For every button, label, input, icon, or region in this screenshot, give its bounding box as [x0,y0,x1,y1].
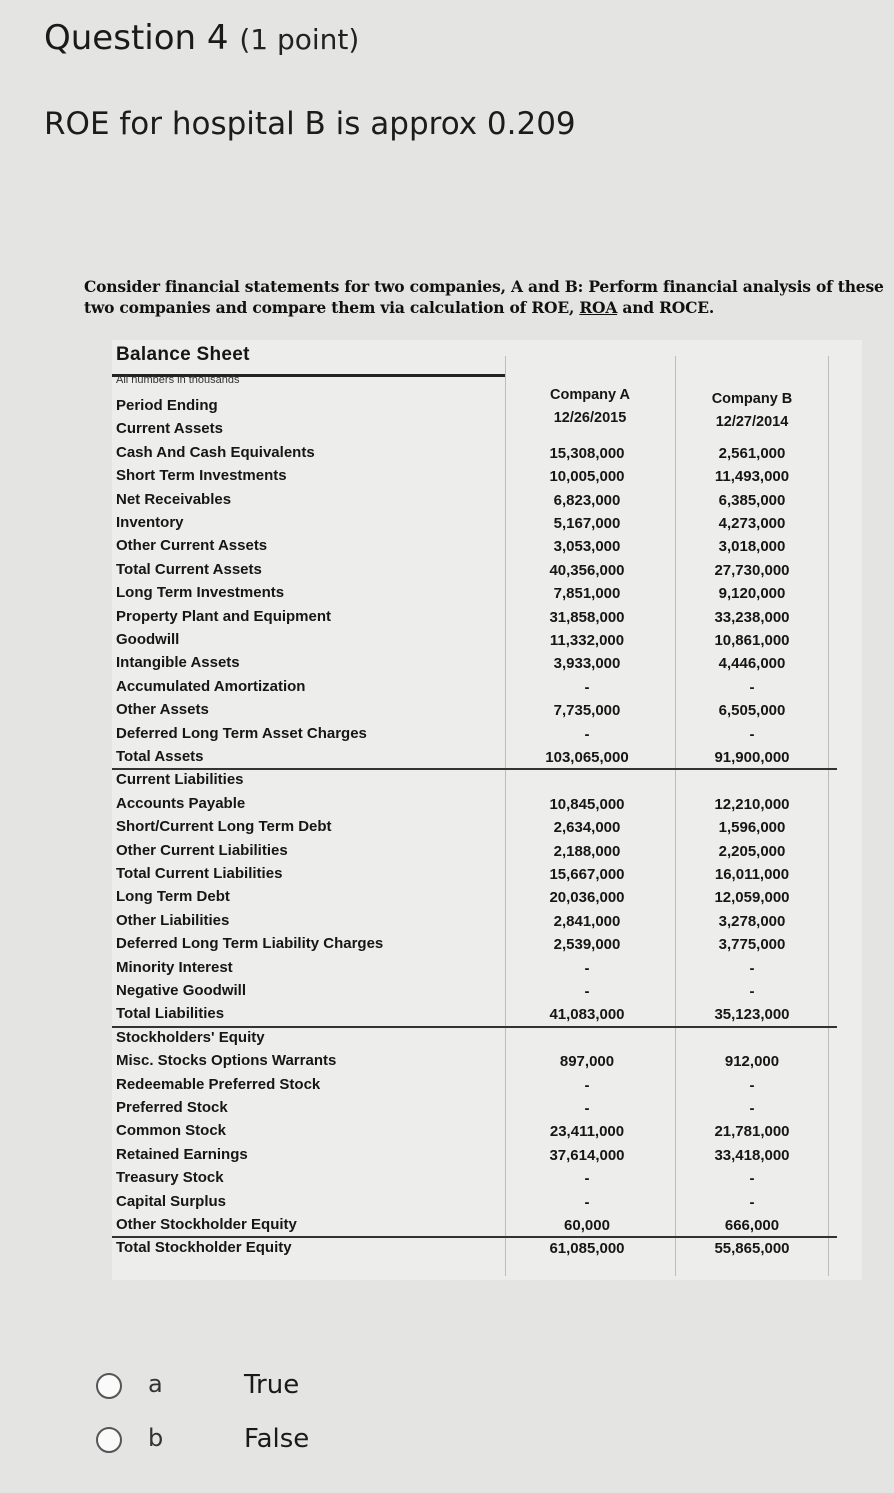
table-row [112,933,860,956]
row-label: Total Liabilities [116,1005,225,1023]
option-label: True [244,1370,300,1400]
row-label: Short Term Investments [116,467,287,485]
company-a-value: 6,823,000 [553,491,621,509]
table-row [112,1214,860,1237]
company-a-value: 60,000 [564,1217,610,1234]
company-a-value: 40,356,000 [549,561,625,579]
balance-sheet-title: Balance Sheet [116,344,250,365]
company-a-value: 3,053,000 [553,538,621,556]
company-b-value: 3,018,000 [718,538,786,556]
table-row [112,863,860,886]
row-label: Accounts Payable [116,794,246,812]
table-row [112,559,860,582]
company-a-value: - [584,1100,590,1117]
company-b-value: 666,000 [724,1217,780,1234]
company-a-value: 10,845,000 [549,795,625,813]
company-b-date: 12/27/2014 [715,414,789,430]
table-row [112,1237,860,1260]
company-b-value: 33,418,000 [714,1146,790,1164]
table-row [112,1191,860,1214]
table-row [112,1074,860,1097]
company-a-value: 5,167,000 [553,515,621,532]
row-label: Other Assets [116,701,209,719]
company-b-value: - [749,678,755,696]
company-a-value: - [584,1193,590,1211]
company-b-value: 4,446,000 [718,655,786,673]
table-row [112,606,860,629]
company-b-value: - [749,1170,755,1188]
table-row [112,395,860,418]
company-a-value: 7,735,000 [553,702,621,720]
company-b-value: 2,205,000 [718,842,786,860]
company-a-value: - [584,678,590,696]
company-b-value: 11,493,000 [714,468,790,486]
row-label: Total Current Liabilities [116,865,283,882]
option-b[interactable] [96,1424,396,1458]
row-label: Retained Earnings [116,1145,248,1163]
company-a-value: - [584,1076,590,1094]
row-label: Accumulated Amortization [116,677,306,695]
row-label: Treasury Stock [116,1169,224,1187]
table-row [112,910,860,933]
company-b-value: 12,210,000 [714,795,790,813]
company-a-value: - [584,725,590,743]
company-a-value: 2,539,000 [553,936,621,954]
table-row [112,418,860,441]
table-row [112,746,860,769]
row-label: Current Assets [116,420,223,438]
row-label: Long Term Investments [116,584,285,602]
company-b-value: 3,278,000 [718,912,786,930]
row-label: Long Term Debt [116,888,230,906]
company-a-value: 7,851,000 [553,585,621,603]
row-label: Misc. Stocks Options Warrants [116,1052,337,1070]
table-row [112,793,860,816]
intro-text-1: Consider financial statements for two companies, A and B: Perform financial analysis of these two companies and compare them via calculation of ROE, [84,277,884,317]
option-letter: a [148,1370,163,1398]
table-row [112,1027,860,1050]
table-row [112,1050,860,1073]
row-label: Minority Interest [116,958,233,976]
row-label: Total Stockholder Equity [116,1239,292,1257]
row-label: Stockholders' Equity [116,1028,265,1046]
company-a-value: 61,085,000 [549,1240,625,1258]
company-b-value: 16,011,000 [714,866,790,883]
company-b-value: - [749,725,755,743]
row-label: Total Current Assets [116,560,262,578]
company-b-name: Company B [711,391,793,407]
row-label: Property Plant and Equipment [116,607,332,625]
row-label: Inventory [116,514,184,531]
company-a-value: 20,036,000 [549,889,625,907]
table-row [112,1120,860,1143]
table-row [112,840,860,863]
option-label: False [244,1424,310,1454]
table-row [112,1003,860,1026]
table-row [112,1167,860,1190]
option-letter: b [148,1424,164,1452]
company-b-value: 4,273,000 [718,515,786,532]
table-row [112,886,860,909]
intro-text-2: and ROCE. [617,298,715,317]
table-row [112,980,860,1003]
company-b-value: - [749,1100,755,1117]
company-a-value: 3,933,000 [553,655,621,673]
company-b-value: - [749,1193,755,1211]
company-a-value: - [584,1170,590,1188]
table-row [112,699,860,722]
row-label: Capital Surplus [116,1192,227,1210]
table-row [112,465,860,488]
table-row [112,512,860,535]
row-label: Preferred Stock [116,1099,228,1116]
table-row [112,582,860,605]
question-text: ROE for hospital B is approx 0.209 [44,106,576,142]
company-a-date: 12/26/2015 [553,410,627,426]
row-label: Other Current Liabilities [116,841,288,859]
row-label: Net Receivables [116,490,232,508]
row-label: Other Stockholder Equity [116,1216,297,1233]
company-a-value: 2,634,000 [553,819,621,837]
table-row [112,652,860,675]
company-b-value: 27,730,000 [714,561,790,579]
company-b-value: - [749,983,755,1000]
company-b-value: - [749,959,755,977]
company-b-value: 912,000 [724,1053,780,1071]
row-label: Deferred Long Term Liability Charges [116,935,384,953]
option-a[interactable] [96,1370,396,1404]
row-label: Common Stock [116,1122,227,1140]
company-a-value: 2,188,000 [553,842,621,860]
question-points: (1 point) [239,23,360,56]
company-b-value: 21,781,000 [714,1123,790,1141]
row-label: Deferred Long Term Asset Charges [116,724,367,742]
company-b-value: 2,561,000 [718,444,786,462]
company-a-value: 23,411,000 [549,1123,625,1141]
table-row [112,1144,860,1167]
row-label: Period Ending [116,397,218,414]
company-a-name: Company A [549,387,631,403]
company-a-value: - [584,983,590,1000]
company-b-value: 6,385,000 [718,491,786,509]
company-a-value: 11,332,000 [549,632,625,649]
company-a-value: 41,083,000 [549,1006,625,1024]
table-row [112,957,860,980]
units-note: All numbers in thousands [116,374,240,386]
table-row [112,1097,860,1120]
question-header [44,18,359,58]
balance-sheet-image [112,340,862,1280]
row-label: Total Assets [116,748,204,765]
row-label: Short/Current Long Term Debt [116,818,332,836]
table-row [112,816,860,839]
table-row [112,442,860,465]
row-label: Current Liabilities [116,771,244,789]
row-label: Goodwill [116,631,180,648]
company-a-value: 103,065,000 [545,749,629,766]
company-a-value: 10,005,000 [549,468,625,486]
company-a-value: 897,000 [559,1053,615,1071]
intro-paragraph [84,276,890,318]
company-b-value: 12,059,000 [714,889,790,907]
table-row [112,723,860,746]
row-label: Other Current Assets [116,537,268,555]
row-label: Intangible Assets [116,654,240,672]
radio-button[interactable] [96,1427,122,1453]
row-label: Cash And Cash Equivalents [116,443,315,461]
table-row [112,489,860,512]
company-b-value: 10,861,000 [714,632,790,649]
company-b-value: - [749,1076,755,1094]
company-a-value: 15,308,000 [549,444,625,462]
question-title: Question 4 [44,18,229,58]
company-b-value: 3,775,000 [718,936,786,954]
company-b-value: 91,900,000 [714,749,790,766]
company-b-value: 6,505,000 [718,702,786,720]
table-row [112,769,860,792]
company-a-value: 15,667,000 [549,866,625,883]
company-a-value: - [584,959,590,977]
table-row [112,676,860,699]
table-row [112,535,860,558]
company-a-value: 31,858,000 [549,608,625,626]
company-b-value: 55,865,000 [714,1240,790,1258]
company-b-value: 35,123,000 [714,1006,790,1024]
table-row [112,629,860,652]
company-b-value: 1,596,000 [718,819,786,837]
radio-button[interactable] [96,1373,122,1399]
row-label: Negative Goodwill [116,982,247,999]
company-b-value: 33,238,000 [714,608,790,626]
row-label: Redeemable Preferred Stock [116,1075,321,1093]
intro-roa: ROA [579,298,618,317]
company-a-value: 37,614,000 [549,1146,625,1164]
row-label: Other Liabilities [116,911,230,929]
company-b-value: 9,120,000 [718,585,786,603]
company-a-value: 2,841,000 [553,912,621,930]
